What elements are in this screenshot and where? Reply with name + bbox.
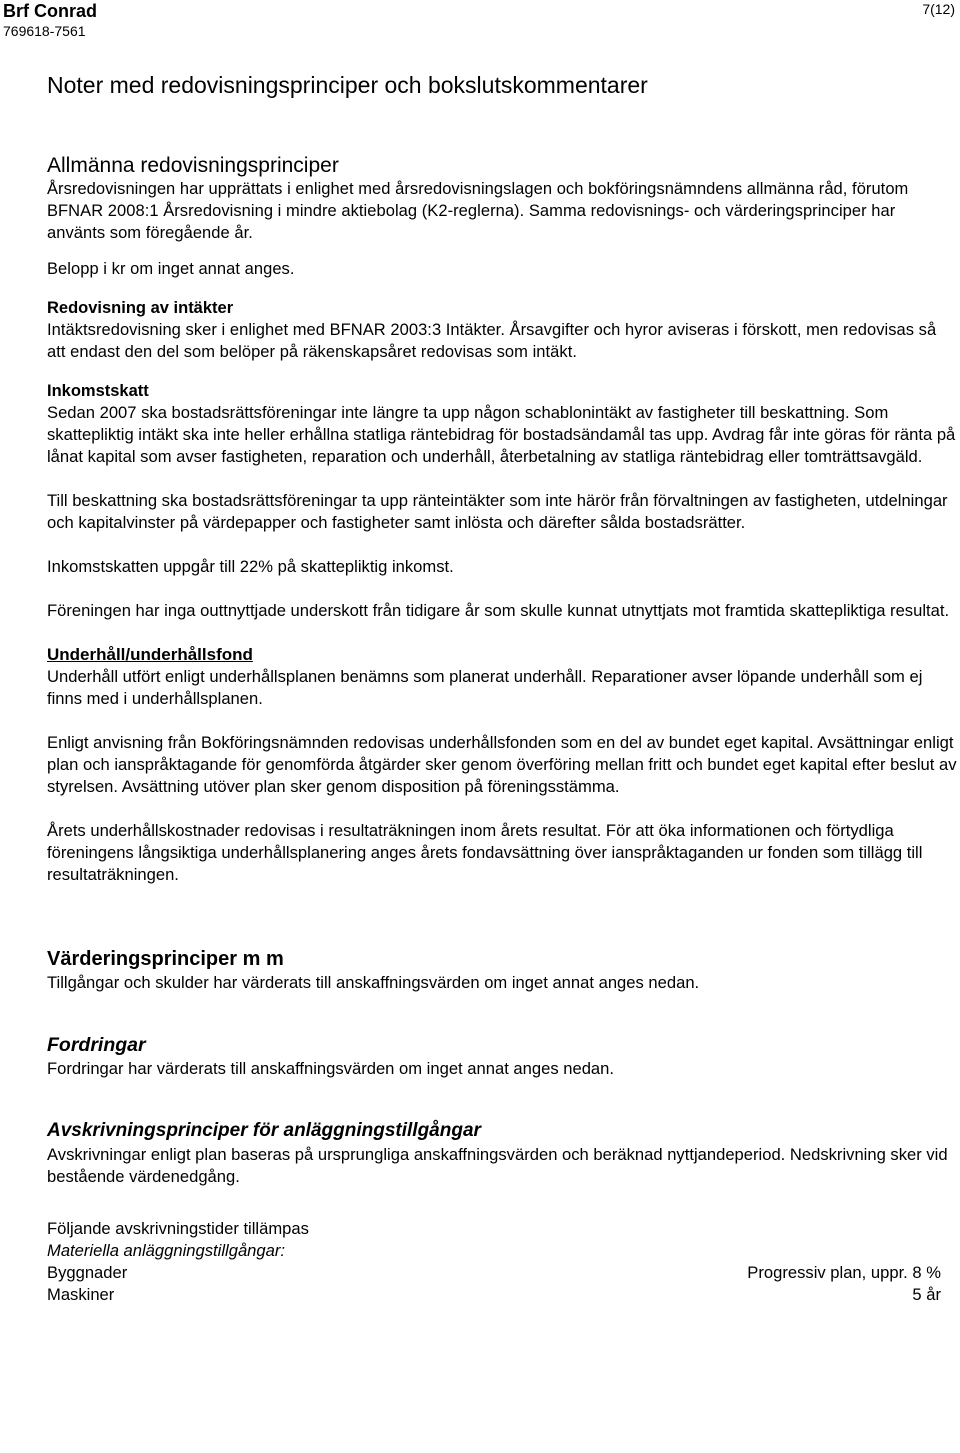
revenue-heading: Redovisning av intäkter (47, 299, 234, 317)
maintenance-paragraph: Underhåll utfört enligt underhållsplanen benämns som planerat underhåll. Reparationer avser löpande underhåll som ej finns med i underhållsplanen. (47, 667, 923, 708)
tax-paragraph: Till beskattning ska bostadsrättsföreningar ta upp ränteintäkter som inte härör från förvaltningen av fastigheten, utdelningar och kapitalvinster på värdepapper och fastigheter samt inlösta och därefter sålda bostadsrätter. (47, 491, 948, 532)
valuation-body: Tillgångar och skulder har värderats till anskaffningsvärden om inget annat anges nedan. (47, 973, 700, 992)
depreciation-heading: Avskrivningsprinciper för anläggningstillgångar (47, 1120, 481, 1141)
general-principles-heading: Allmänna redovisningsprinciper (47, 154, 339, 177)
tax-paragraph: Sedan 2007 ska bostadsrättsföreningar inte längre ta upp någon schablonintäkt av fastigheter till beskattning. Som skattepliktig intäkt ska inte heller erhållna statliga räntebidrag för bostadsändamål tas upp. Avdrag får inte göras för ränta på lånat kapital som avser fastigheten, reparation och underhåll, återbetalning av statliga räntebidrag eller tomträttsavgäld. (47, 403, 956, 466)
maintenance-paragraph: Årets underhållskostnader redovisas i resultaträkningen inom årets resultat. För att öka informationen och förtydliga föreningens långsiktiga underhållsplanering anges årets fondavsättning över ianspråktaganden ur fonden som tillägg till resultaträkningen. (47, 821, 923, 884)
depreciation-row (47, 1262, 941, 1284)
page-number: 7(12) (922, 1, 955, 17)
tax-paragraph: Föreningen har inga outtnyttjade underskott från tidigare år som skulle kunnat utnyttjats mot framtida skattepliktiga resultat. (47, 601, 950, 620)
receivables-section (47, 1032, 957, 1080)
revenue-section (47, 297, 957, 363)
general-principles-section (47, 154, 957, 280)
depreciation-row-label: Maskiner (47, 1285, 115, 1304)
receivables-body: Fordringar har värderats till anskaffningsvärden om inget annat anges nedan. (47, 1059, 614, 1078)
depreciation-row-label: Byggnader (47, 1263, 128, 1282)
valuation-heading: Värderingsprinciper m m (47, 948, 284, 970)
receivables-heading: Fordringar (47, 1034, 146, 1056)
depreciation-row (47, 1284, 941, 1306)
document-title: Noter med redovisningsprinciper och bokslutskommentarer (47, 72, 648, 98)
document-content (47, 70, 957, 1306)
maintenance-heading: Underhåll/underhållsfond (47, 645, 253, 664)
depreciation-row-value: Progressiv plan, uppr. 8 % (747, 1263, 941, 1282)
tax-section (47, 380, 957, 622)
revenue-body: Intäktsredovisning sker i enlighet med BFNAR 2003:3 Intäkter. Årsavgifter och hyror aviseras i förskott, men redovisas så att endast den del som belöper på räkenskapsåret redovisas som intäkt. (47, 321, 937, 361)
maintenance-paragraph: Enligt anvisning från Bokföringsnämnden redovisas underhållsfonden som en del av bundet eget kapital. Avsättningar enligt plan och ianspråktagande för genomförda åtgärder sker genom överföring mellan fritt och bundet eget kapital efter beslut av styrelsen. Avsättning utöver plan sker genom disposition på föreningsstämma. (47, 733, 957, 796)
amounts-note: Belopp i kr om inget annat anges. (47, 260, 295, 278)
maintenance-section (47, 644, 957, 886)
valuation-section (47, 946, 957, 994)
organization-name: Brf Conrad (3, 1, 97, 21)
depreciation-row-value: 5 år (912, 1285, 941, 1304)
tax-paragraph: Inkomstskatten uppgår till 22% på skattepliktig inkomst. (47, 557, 454, 576)
depreciation-list-intro: Följande avskrivningstider tillämpas (47, 1219, 309, 1238)
depreciation-list-subheading: Materiella anläggningstillgångar: (47, 1241, 285, 1260)
depreciation-section (47, 1118, 957, 1306)
general-principles-body: Årsredovisningen har upprättats i enlighet med årsredovisningslagen och bokföringsnämndens allmänna råd, förutom BFNAR 2008:1 Årsredovisning i mindre aktiebolag (K2-reglerna). Samma redovisnings- och värderingsprinciper har använts som föregående år. (47, 180, 909, 242)
organization-number: 769618-7561 (3, 23, 86, 39)
tax-heading: Inkomstskatt (47, 382, 149, 400)
depreciation-body: Avskrivningar enligt plan baseras på ursprungliga anskaffningsvärden och beräknad nyttjandeperiod. Nedskrivning sker vid bestående värdenedgång. (47, 1145, 948, 1186)
